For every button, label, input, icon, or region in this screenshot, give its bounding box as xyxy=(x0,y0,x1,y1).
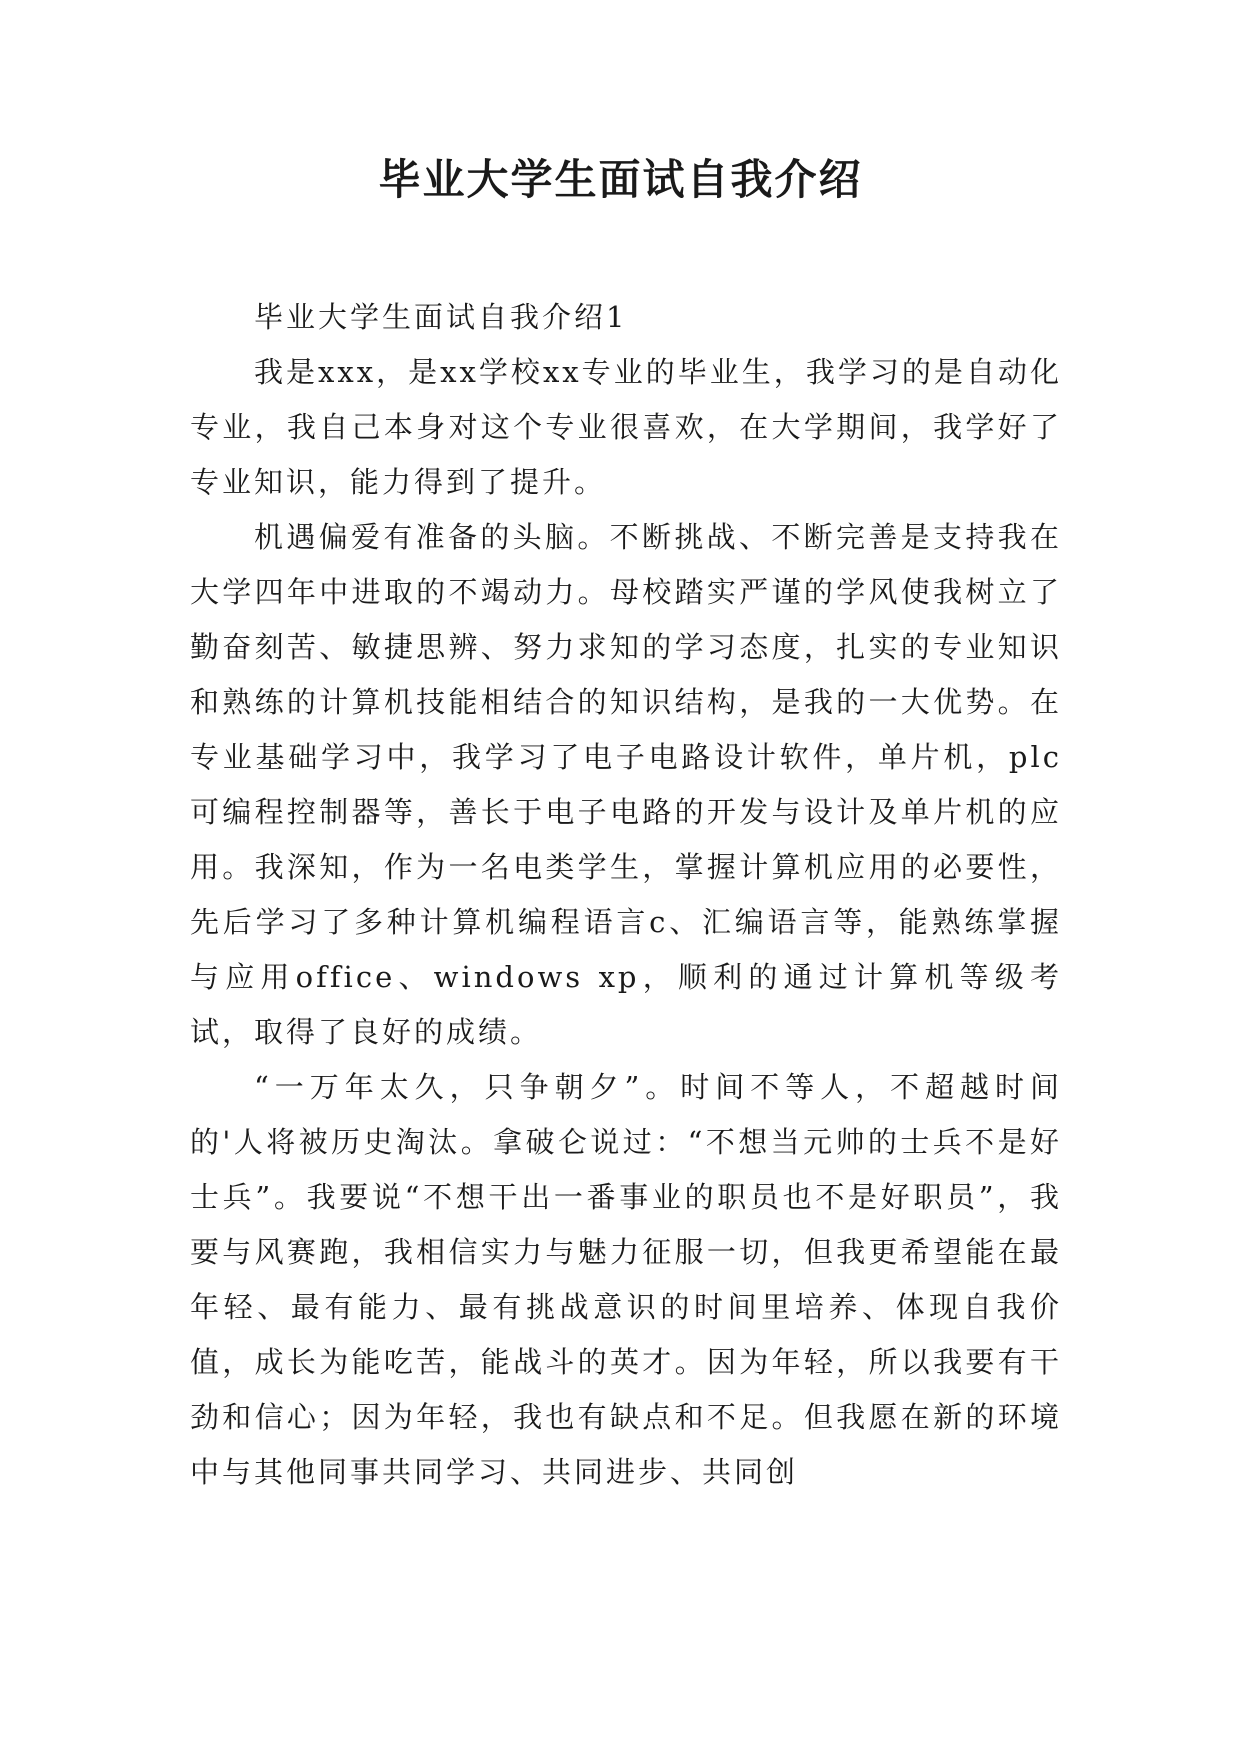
paragraph-skills: 机遇偏爱有准备的头脑。不断挑战、不断完善是支持我在大学四年中进取的不竭动力。母校踏实严谨的学风使我树立了勤奋刻苦、敏捷思辨、努力求知的学习态度，扎实的专业知识和熟练的计算机技能相结合的知识结构，是我的一大优势。在专业基础学习中，我学习了电子电路设计软件，单片机，plc可编程控制器等，善长于电子电路的开发与设计及单片机的应用。我深知，作为一名电类学生，掌握计算机应用的必要性，先后学习了多种计算机编程语言c、汇编语言等，能熟练掌握与应用office、windows xp，顺利的通过计算机等级考试，取得了良好的成绩。 xyxy=(190,520,1062,1049)
document-body xyxy=(190,290,1062,1500)
page-title: 毕业大学生面试自我介绍 xyxy=(378,155,863,204)
paragraph-ambition: “一万年太久，只争朝夕”。时间不等人，不超越时间的'人将被历史淘汰。拿破仑说过：“不想当元帅的士兵不是好士兵”。我要说“不想干出一番事业的职员也不是好职员”，我要与风赛跑，我相信实力与魅力征服一切，但我更希望能在最年轻、最有能力、最有挑战意识的时间里培养、体现自我价值，成长为能吃苦，能战斗的英才。因为年轻，所以我要有干劲和信心；因为年轻，我也有缺点和不足。但我愿在新的环境中与其他同事共同学习、共同进步、共同创 xyxy=(190,1070,1062,1489)
paragraph-intro: 我是xxx，是xx学校xx专业的毕业生，我学习的是自动化专业，我自己本身对这个专业很喜欢，在大学期间，我学好了专业知识，能力得到了提升。 xyxy=(190,355,1062,499)
section-heading: 毕业大学生面试自我介绍1 xyxy=(254,300,628,334)
